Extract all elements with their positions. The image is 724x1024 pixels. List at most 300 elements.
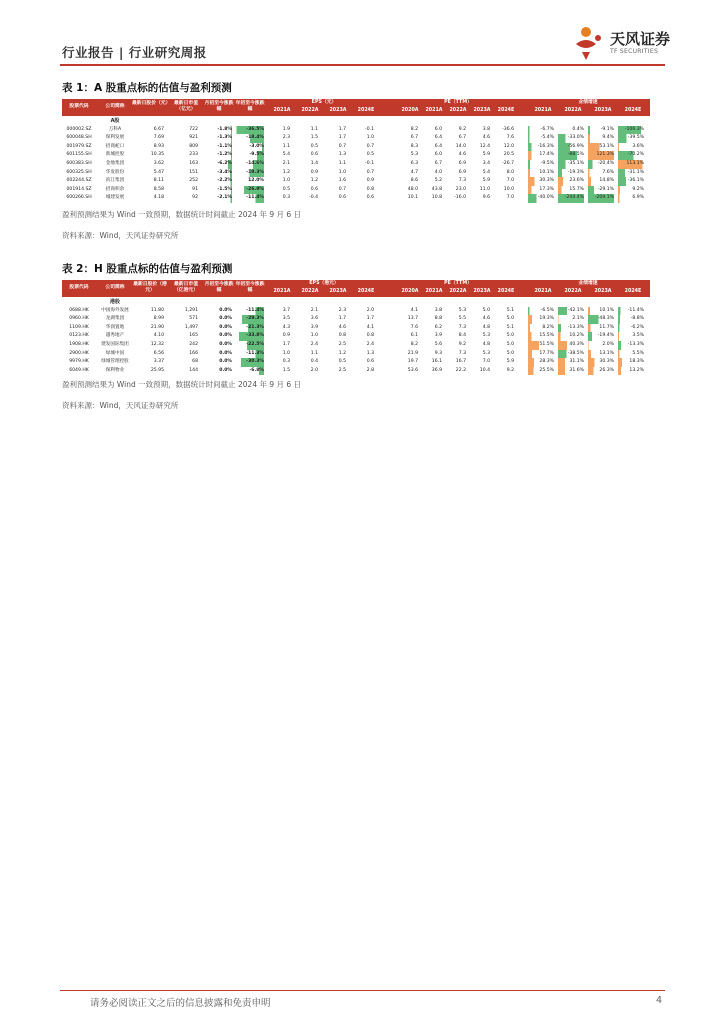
pe-value: 4.8 xyxy=(482,324,490,330)
pe-value: 8.8 xyxy=(434,316,442,322)
pe-value: 6.1 xyxy=(410,333,418,339)
col-header-growth: 业绩增速 xyxy=(578,100,598,105)
growth-year-header: 2024E xyxy=(624,289,642,294)
col-header-code: 股票代码 xyxy=(69,285,89,290)
ytd-change: -29.3% xyxy=(234,315,264,324)
pe-value: 10.4 xyxy=(479,367,490,373)
growth-value: -11.4% xyxy=(618,307,644,316)
eps-value: 0.6 xyxy=(310,152,318,158)
table-row xyxy=(62,332,650,341)
eps-year-header: 2022A xyxy=(301,289,319,294)
eps-year-header: 2022A xyxy=(301,108,319,113)
col-header-name: 公司简称 xyxy=(105,285,125,290)
pe-value: 5.1 xyxy=(506,307,514,313)
pe-year-header: 2021A xyxy=(425,108,443,113)
eps-value: 0.9 xyxy=(310,169,318,175)
company-name: 城建发展 xyxy=(105,195,125,201)
price: 7.69 xyxy=(153,135,164,141)
growth-value: -244.4% xyxy=(558,194,584,203)
pe-value: 5.9 xyxy=(482,152,490,158)
eps-value: 1.1 xyxy=(310,126,318,132)
stock-code: 002244.SZ xyxy=(66,178,92,184)
section-label: A股 xyxy=(110,118,120,124)
eps-year-header: 2023A xyxy=(329,108,347,113)
ytd-change: -19.3% xyxy=(234,169,264,178)
growth-value: -6.7% xyxy=(528,126,554,135)
price: 25.95 xyxy=(150,367,164,373)
table-row xyxy=(62,143,650,152)
table2-caption: 表 2：H 股重点标的估值与盈利预测 xyxy=(62,263,233,275)
table-row xyxy=(62,341,650,350)
growth-value: 17.7% xyxy=(528,350,554,359)
eps-value: 1.0 xyxy=(338,169,346,175)
stock-code: 600325.SH xyxy=(66,169,92,175)
table1-note: 盈利预测结果为 Wind 一致预期，数据统计时间截止 2024 年 9 月 6 日 xyxy=(62,210,302,219)
company-name: 绿城中国 xyxy=(105,350,125,356)
market-cap: 144 xyxy=(189,367,198,373)
eps-value: -0.1 xyxy=(365,126,374,132)
mtd-change: 0.0% xyxy=(219,359,232,365)
pe-value: 8.2 xyxy=(410,342,418,347)
growth-year-header: 2023A xyxy=(594,108,612,113)
eps-value: 2.1 xyxy=(282,161,290,166)
ytd-change: -18.4% xyxy=(234,134,264,143)
pe-value: 9.6 xyxy=(482,195,490,201)
mtd-change: -6.2% xyxy=(204,160,232,169)
pe-value: 12.0 xyxy=(503,143,514,149)
growth-value: -19.3% xyxy=(558,169,584,178)
growth-value: 10.1% xyxy=(528,169,554,178)
pe-value: 23.0 xyxy=(455,186,466,192)
pe-value: 4.6 xyxy=(458,152,466,158)
eps-value: 0.5 xyxy=(310,143,318,149)
pe-year-header: 2024E xyxy=(497,108,515,113)
table2-source: 资料来源：Wind，天风证券研究所 xyxy=(62,401,179,410)
eps-value: 1.6 xyxy=(338,178,346,184)
pe-value: 6.7 xyxy=(458,135,466,141)
table-row xyxy=(62,177,650,186)
growth-value: -19.4% xyxy=(588,332,614,341)
pe-value: 4.8 xyxy=(482,342,490,347)
pe-value: 48.0 xyxy=(407,186,418,192)
growth-year-header: 2021A xyxy=(534,289,552,294)
eps-value: 1.7 xyxy=(338,135,346,141)
eps-value: 1.3 xyxy=(366,350,374,356)
stock-code: 1109.HK xyxy=(69,324,89,330)
growth-value: -9.5% xyxy=(528,160,554,169)
market-cap: 809 xyxy=(189,143,198,149)
market-cap: 722 xyxy=(189,126,198,132)
price: 21.90 xyxy=(150,324,164,330)
pe-year-header: 2020A xyxy=(401,289,419,294)
pe-value: 20.5 xyxy=(503,152,514,158)
growth-value: 15.7% xyxy=(558,186,584,195)
growth-value: 23.6% xyxy=(558,177,584,186)
stock-code: 0688.HK xyxy=(69,307,89,313)
eps-value: 1.7 xyxy=(282,342,290,347)
eps-value: 1.5 xyxy=(282,367,290,373)
growth-value: 3.6% xyxy=(618,143,644,152)
company-name: 招商积余 xyxy=(105,186,125,192)
ytd-change: -22.5% xyxy=(234,341,264,350)
pe-value: 9.2 xyxy=(458,342,466,347)
stock-code: 001979.SZ xyxy=(66,143,92,149)
pe-value: 13.7 xyxy=(407,316,418,322)
stock-code: 1908.HK xyxy=(69,342,89,347)
pe-value: 6.0 xyxy=(434,126,442,132)
table-row xyxy=(62,194,650,203)
ytd-change: -14.6% xyxy=(234,160,264,169)
mtd-change: 0.0% xyxy=(219,324,232,330)
price: 11.80 xyxy=(150,307,164,313)
ytd-change: 12.0% xyxy=(248,178,264,184)
pe-value: 19.7 xyxy=(407,359,418,365)
pe-value: 5.2 xyxy=(434,178,442,184)
price: 12.32 xyxy=(150,342,164,347)
col-header-price: 最新日股价（元） xyxy=(132,101,171,106)
growth-value: 25.5% xyxy=(528,367,554,376)
eps-value: 1.1 xyxy=(310,350,318,356)
stock-code: 600048.SH xyxy=(66,135,92,141)
pe-value: 12.4 xyxy=(479,143,490,149)
price: 8.99 xyxy=(153,316,164,322)
growth-value: -29.1% xyxy=(588,186,614,195)
pe-value: -26.7 xyxy=(502,161,514,166)
eps-value: 2.5 xyxy=(338,342,346,347)
eps-value: 1.7 xyxy=(338,126,346,132)
eps-value: 0.7 xyxy=(366,169,374,175)
eps-year-header: 2023A xyxy=(329,289,347,294)
pe-value: 5.0 xyxy=(482,307,490,313)
market-cap: 91 xyxy=(192,186,198,192)
mtd-change: -3.4% xyxy=(204,169,232,178)
pe-value: 3.9 xyxy=(434,333,442,339)
price: 8.93 xyxy=(153,143,164,149)
eps-value: 1.2 xyxy=(310,178,318,184)
pe-year-header: 2024E xyxy=(497,289,515,294)
growth-value: 10.1% xyxy=(588,307,614,316)
growth-value: -48.3% xyxy=(588,315,614,324)
pe-value: 10.8 xyxy=(431,195,442,201)
eps-value: 2.0 xyxy=(310,367,318,373)
section-label: 港股 xyxy=(109,299,120,305)
eps-value: 1.0 xyxy=(282,350,290,356)
col-header-eps: EPS（港元） xyxy=(309,281,339,286)
pe-year-header: 2021A xyxy=(425,289,443,294)
eps-year-header: 2021A xyxy=(273,289,291,294)
pe-value: 8.3 xyxy=(410,143,418,149)
growth-value: -6.2% xyxy=(618,324,644,333)
pe-value: 53.6 xyxy=(407,367,418,373)
growth-year-header: 2024E xyxy=(624,108,642,113)
company-name: 越秀地产 xyxy=(105,333,125,339)
eps-value: 3.5 xyxy=(282,316,290,322)
footer-divider xyxy=(60,990,665,991)
stock-code: 001914.SZ xyxy=(66,186,92,192)
mtd-change: 0.0% xyxy=(219,367,232,373)
eps-value: -0.4 xyxy=(309,195,318,201)
growth-value: 40.3% xyxy=(558,341,584,350)
pe-value: 9.3 xyxy=(434,350,442,356)
pe-value: 9.2 xyxy=(458,126,466,132)
price: 4.18 xyxy=(153,195,164,201)
table-row xyxy=(62,169,650,178)
pe-value: 8.0 xyxy=(506,169,514,175)
pe-value: 9.2 xyxy=(506,367,514,373)
eps-value: 0.8 xyxy=(366,186,374,192)
pe-value: 5.6 xyxy=(434,342,442,347)
stock-code: 600383.SH xyxy=(66,161,92,166)
pe-value: 3.8 xyxy=(482,126,490,132)
eps-value: 2.3 xyxy=(282,135,290,141)
eps-value: 0.6 xyxy=(366,359,374,365)
eps-value: 2.0 xyxy=(366,307,374,313)
growth-value: 10.2% xyxy=(558,332,584,341)
footer-disclaimer: 请务必阅读正文之后的信息披露和免责申明 xyxy=(90,998,271,1009)
table-row xyxy=(62,134,650,143)
pe-value: 5.3 xyxy=(458,307,466,313)
growth-value: 13.1% xyxy=(588,350,614,359)
growth-value: 6.9% xyxy=(618,194,644,203)
eps-value: 2.3 xyxy=(338,307,346,313)
growth-value: -39.5% xyxy=(618,134,644,143)
pe-value: 5.0 xyxy=(506,342,514,347)
pe-value: 6.9 xyxy=(458,161,466,166)
growth-value: 26.3% xyxy=(588,367,614,376)
pe-value: 5.1 xyxy=(506,324,514,330)
pe-value: 6.3 xyxy=(410,161,418,166)
pe-value: 36.9 xyxy=(431,367,442,373)
pe-value: 5.4 xyxy=(482,169,490,175)
growth-value: 2.0% xyxy=(588,341,614,350)
pe-value: 4.6 xyxy=(482,316,490,322)
mtd-change: 0.0% xyxy=(219,316,232,322)
growth-value: -33.0% xyxy=(558,134,584,143)
mtd-change: 0.0% xyxy=(219,350,232,356)
pe-value: 8.2 xyxy=(410,126,418,132)
stock-code: 2900.HK xyxy=(69,350,89,356)
pe-value: 4.7 xyxy=(410,169,418,175)
pe-value: 4.1 xyxy=(410,307,418,313)
pe-value: 4.0 xyxy=(434,169,442,175)
mtd-change: 0.0% xyxy=(219,333,232,339)
eps-value: 0.9 xyxy=(282,333,290,339)
eps-value: 0.5 xyxy=(338,359,346,365)
eps-value: 0.9 xyxy=(366,178,374,184)
eps-value: 0.7 xyxy=(366,143,374,149)
growth-value: 31.6% xyxy=(558,367,584,376)
ytd-change: -33.8% xyxy=(234,332,264,341)
pe-year-header: 2020A xyxy=(401,108,419,113)
col-header-cap: 最新日市值（亿元） xyxy=(174,101,198,112)
pe-value: 5.3 xyxy=(482,350,490,356)
eps-value: 4.1 xyxy=(366,324,374,330)
price: 8.11 xyxy=(153,178,164,184)
price: 8.58 xyxy=(153,186,164,192)
growth-value: -13.3% xyxy=(618,341,644,350)
eps-value: 0.7 xyxy=(338,143,346,149)
growth-value: 8.2% xyxy=(528,324,554,333)
stock-code: 600266.SH xyxy=(66,195,92,201)
growth-value: 7.6% xyxy=(588,169,614,178)
mtd-change: -1.5% xyxy=(204,186,232,195)
table-row xyxy=(62,151,650,160)
stock-code: 000002.SZ xyxy=(66,126,92,132)
growth-value: 5.5% xyxy=(618,350,644,359)
eps-value: 1.1 xyxy=(338,161,346,166)
eps-value: 1.3 xyxy=(338,152,346,158)
mtd-change: 0.0% xyxy=(219,342,232,347)
table-row xyxy=(62,315,650,324)
growth-value: -6.5% xyxy=(528,307,554,316)
growth-value: -40.0% xyxy=(528,194,554,203)
growth-value: -38.5% xyxy=(558,350,584,359)
pe-value: 8.6 xyxy=(410,178,418,184)
growth-value: 9.4% xyxy=(588,134,614,143)
ytd-change: -30.3% xyxy=(234,358,264,367)
pe-value: 5.9 xyxy=(482,178,490,184)
eps-value: 1.2 xyxy=(338,350,346,356)
company-name: 保利物业 xyxy=(105,367,125,373)
table1-section-row xyxy=(62,117,650,126)
pe-value: 14.0 xyxy=(455,143,466,149)
company-name: 金地集团 xyxy=(105,161,125,166)
growth-value: 51.5% xyxy=(528,341,554,350)
pe-value: 7.3 xyxy=(458,350,466,356)
eps-value: 1.4 xyxy=(310,161,318,166)
eps-year-header: 2021A xyxy=(273,108,291,113)
col-header-code: 股票代码 xyxy=(69,104,89,109)
stock-code: 0123.HK xyxy=(69,333,89,339)
growth-value: -35.1% xyxy=(558,160,584,169)
eps-value: 0.7 xyxy=(338,186,346,192)
pe-value: 5.5 xyxy=(458,316,466,322)
eps-value: 4.6 xyxy=(338,324,346,330)
pe-value: 16.1 xyxy=(431,359,442,365)
pe-value: 10.0 xyxy=(503,186,514,192)
pe-value: 4.6 xyxy=(482,135,490,141)
growth-value: 28.3% xyxy=(528,358,554,367)
pe-value: 7.6 xyxy=(410,324,418,330)
mtd-change: -1.1% xyxy=(204,143,232,152)
pe-value: 6.4 xyxy=(434,135,442,141)
eps-value: 2.4 xyxy=(310,342,318,347)
stock-code: 6049.HK xyxy=(69,367,89,373)
price: 10.35 xyxy=(150,152,164,158)
pe-value: 10.1 xyxy=(407,195,418,201)
table2-note: 盈利预测结果为 Wind 一致预期，数据统计时间截止 2024 年 9 月 6 日 xyxy=(62,380,302,389)
ytd-change: -11.3% xyxy=(234,350,264,359)
growth-value: -209.1% xyxy=(588,194,614,203)
company-name: 滨江集团 xyxy=(105,178,125,184)
eps-year-header: 2024E xyxy=(357,108,375,113)
mtd-change: 0.0% xyxy=(219,307,232,313)
pe-value: 16.7 xyxy=(455,359,466,365)
growth-value: -31.1% xyxy=(618,169,644,178)
growth-value: 30.3% xyxy=(528,177,554,186)
col-header-growth: 业绩增速 xyxy=(578,281,598,286)
growth-value: -42.1% xyxy=(558,307,584,316)
eps-value: 3.7 xyxy=(282,307,290,313)
growth-value: 17.3% xyxy=(528,186,554,195)
eps-value: 0.6 xyxy=(310,186,318,192)
mtd-change: -1.2% xyxy=(204,151,232,160)
pe-year-header: 2023A xyxy=(473,289,491,294)
pe-value: 7.3 xyxy=(458,324,466,330)
pe-value: 5.0 xyxy=(506,333,514,339)
eps-value: 1.1 xyxy=(282,143,290,149)
col-header-pe: PE（TTM） xyxy=(444,100,472,105)
pe-value: 6.2 xyxy=(434,324,442,330)
col-header-ytd: 年初至今涨跌幅 xyxy=(235,101,265,112)
eps-value: 0.5 xyxy=(366,152,374,158)
growth-value: 14.8% xyxy=(588,177,614,186)
eps-value: 1.0 xyxy=(366,135,374,141)
eps-value: 2.1 xyxy=(310,307,318,313)
table-row xyxy=(62,186,650,195)
pe-value: 21.9 xyxy=(407,350,418,356)
pe-value: -36.6 xyxy=(502,126,514,132)
pe-value: 3.4 xyxy=(482,161,490,166)
growth-value: 11.7% xyxy=(588,324,614,333)
growth-value: 19.3% xyxy=(528,315,554,324)
table-row xyxy=(62,350,650,359)
eps-value: 1.9 xyxy=(282,126,290,132)
company-name: 华润置地 xyxy=(105,324,125,330)
growth-value: 13.2% xyxy=(618,367,644,376)
table1-caption: 表 1：A 股重点标的估值与盈利预测 xyxy=(62,82,232,94)
ytd-change: -3.0% xyxy=(234,143,264,152)
market-cap: 571 xyxy=(189,316,198,322)
pe-value: 5.0 xyxy=(506,316,514,322)
eps-value: 3.9 xyxy=(310,324,318,330)
eps-value: 0.4 xyxy=(310,359,318,365)
market-cap: 1,291 xyxy=(184,307,198,313)
eps-value: 2.5 xyxy=(338,367,346,373)
company-name: 华发股份 xyxy=(105,169,125,175)
market-cap: 163 xyxy=(189,161,198,166)
ytd-change: -9.5% xyxy=(234,151,264,160)
company-name: 建发国际集团 xyxy=(101,342,129,347)
logo-text-cn: 天风证券 xyxy=(610,30,671,48)
pe-value: 11.0 xyxy=(479,186,490,192)
col-header-mtd: 月初至今涨跌幅 xyxy=(204,282,234,293)
pe-value: 7.6 xyxy=(506,135,514,141)
company-name: 新城控股 xyxy=(105,152,125,158)
stock-code: 0960.HK xyxy=(69,316,89,322)
ytd-change: -26.9% xyxy=(234,186,264,195)
market-cap: 92 xyxy=(192,195,198,201)
price: 6.56 xyxy=(153,350,164,356)
growth-value: 113.1% xyxy=(618,160,644,169)
col-header-ytd: 年初至今涨跌幅 xyxy=(235,282,265,293)
pe-value: 5.9 xyxy=(506,359,514,365)
market-cap: 166 xyxy=(189,350,198,356)
table2-section-row xyxy=(62,298,650,307)
growth-value: 0.4% xyxy=(558,126,584,135)
col-header-price: 最新日股价（港元） xyxy=(133,282,167,293)
market-cap: 165 xyxy=(189,333,198,339)
eps-value: 0.5 xyxy=(282,186,290,192)
growth-value: 121.3% xyxy=(588,151,614,160)
pe-value: 3.8 xyxy=(434,307,442,313)
eps-value: 2.8 xyxy=(366,367,374,373)
ytd-change: -6.8% xyxy=(234,367,264,376)
table-row xyxy=(62,367,650,376)
stock-code: 601155.SH xyxy=(66,152,92,158)
pe-year-header: 2023A xyxy=(473,108,491,113)
eps-year-header: 2024E xyxy=(357,289,375,294)
